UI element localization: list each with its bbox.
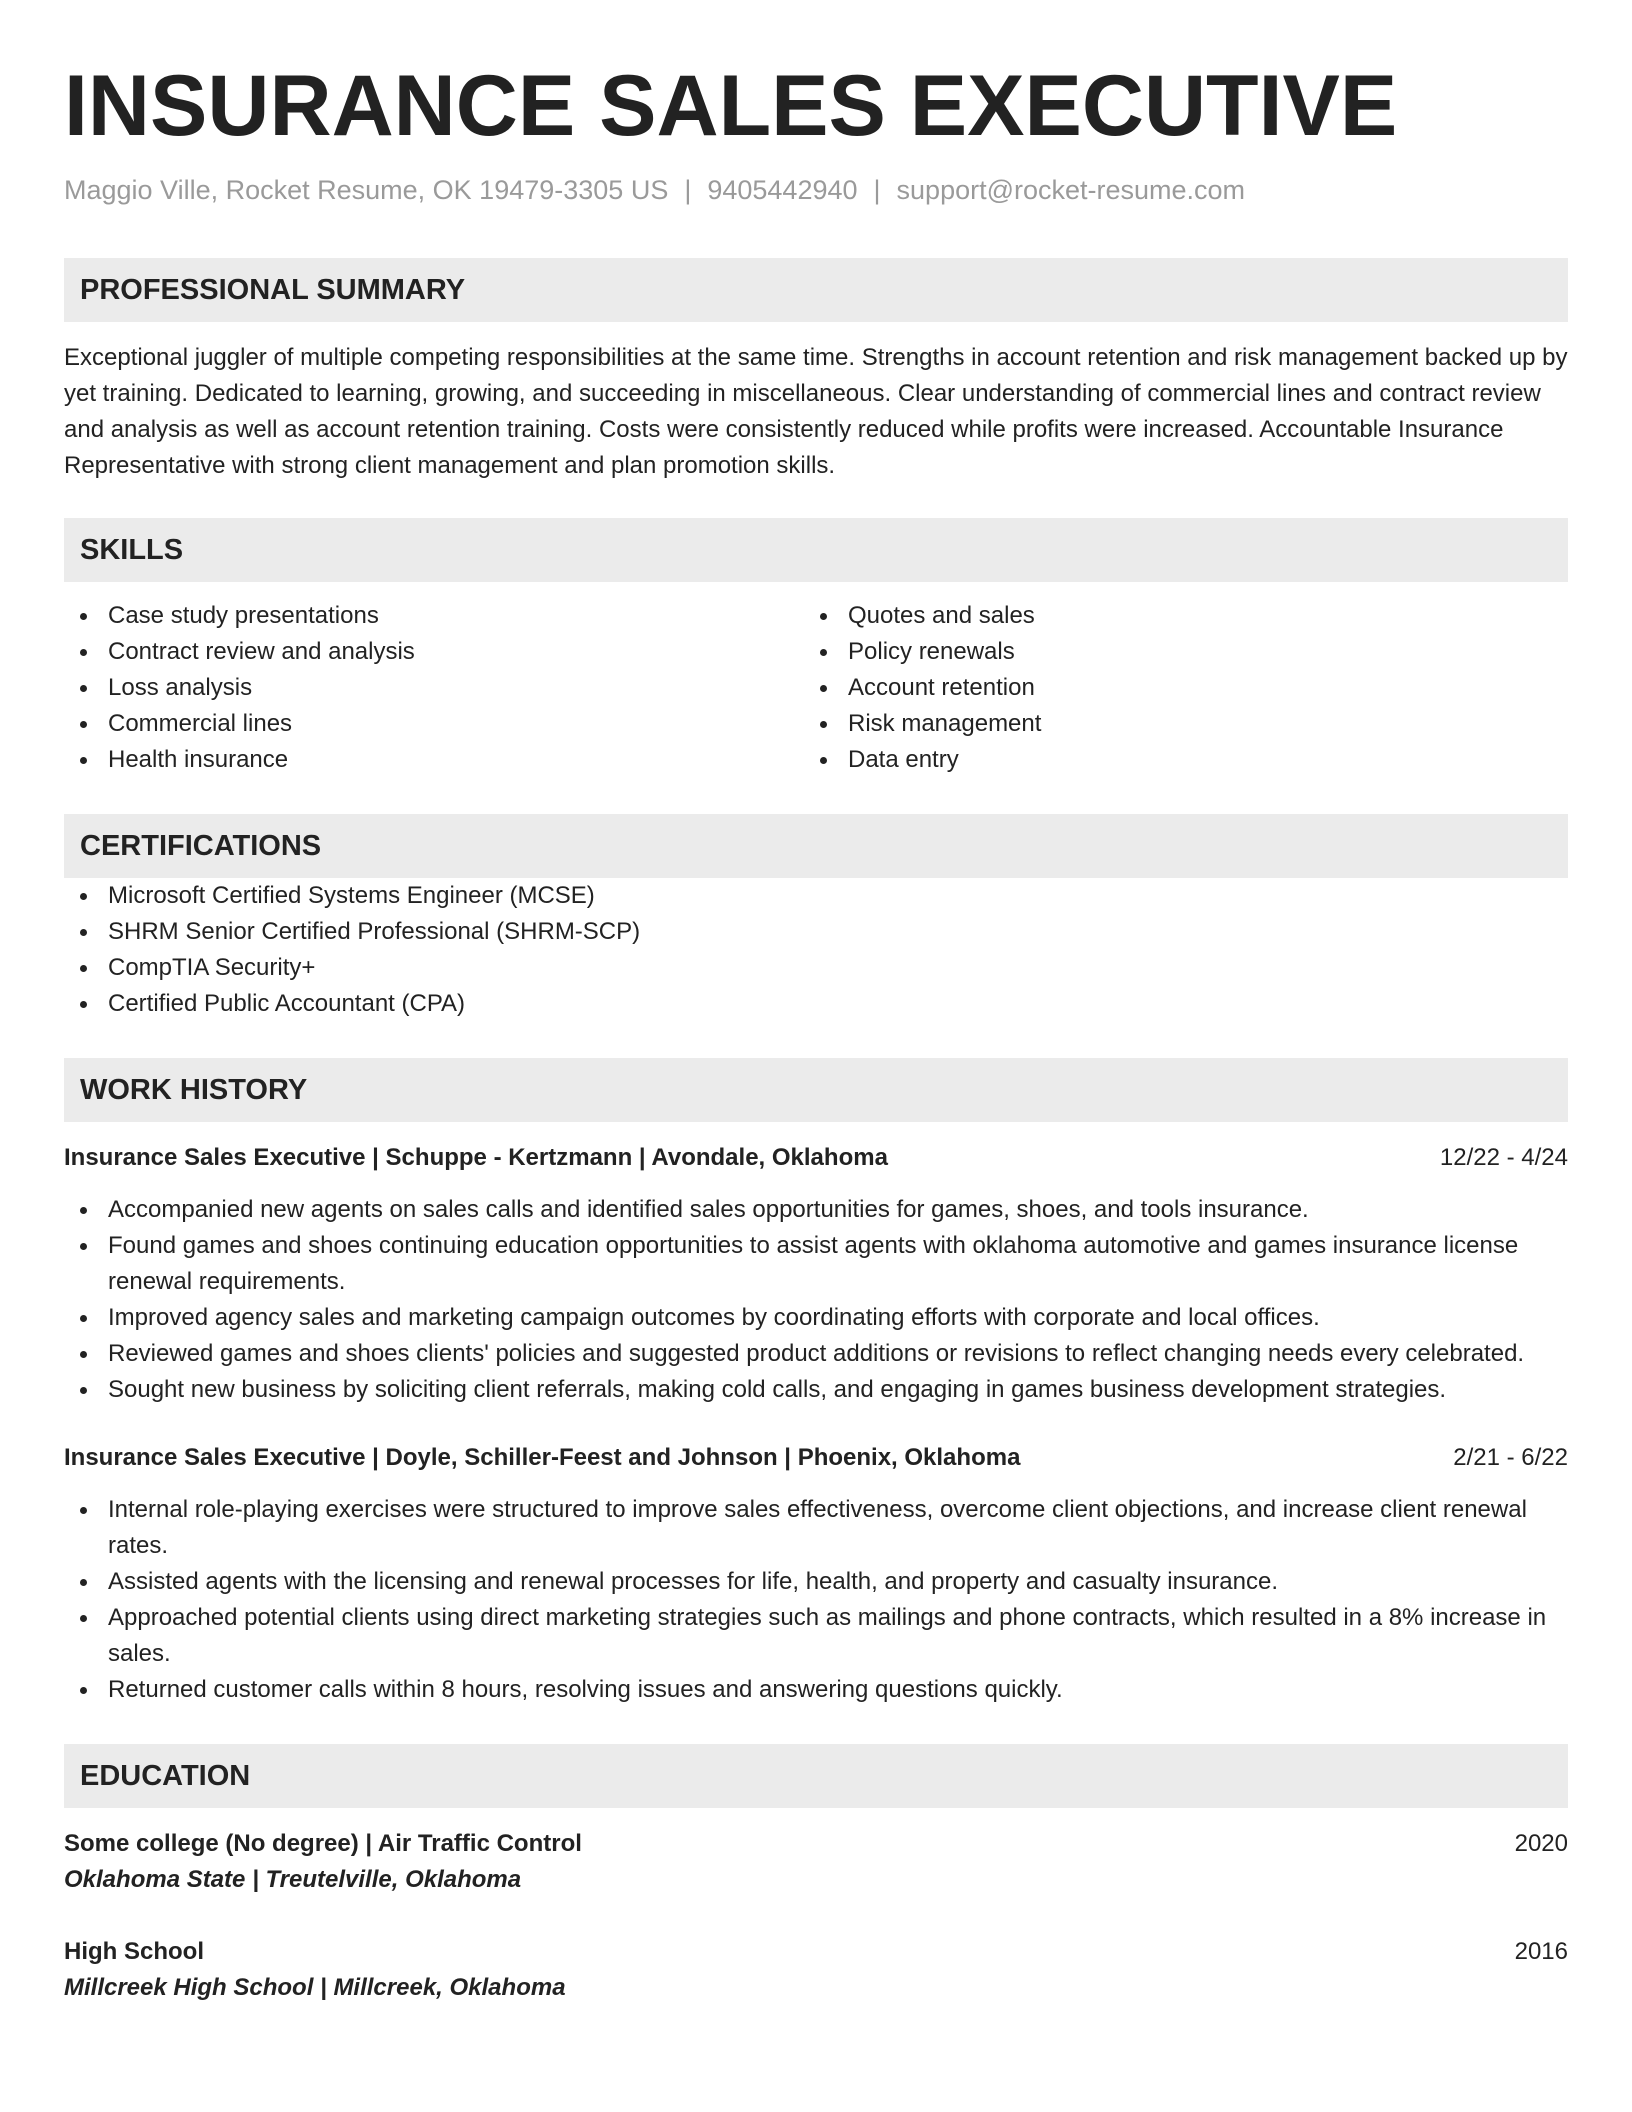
certifications-list bbox=[64, 878, 1568, 1022]
job-entry bbox=[64, 1440, 1568, 1708]
skill-item: Case study presentations bbox=[64, 598, 804, 634]
skill-item: Policy renewals bbox=[804, 634, 1544, 670]
summary-heading: PROFESSIONAL SUMMARY bbox=[64, 258, 1568, 322]
education-year: 2020 bbox=[1514, 1830, 1568, 1857]
certification-item: Microsoft Certified Systems Engineer (MCSE) bbox=[64, 878, 1568, 914]
education-school: Millcreek High School | Millcreek, Oklahoma bbox=[64, 1974, 566, 2001]
education-header bbox=[64, 1934, 1568, 1970]
certifications-heading: CERTIFICATIONS bbox=[64, 814, 1568, 878]
skill-item: Quotes and sales bbox=[804, 598, 1544, 634]
skills-grid bbox=[64, 598, 1568, 778]
certification-item: CompTIA Security+ bbox=[64, 950, 1568, 986]
education-entry bbox=[64, 1934, 1568, 2006]
certification-item: Certified Public Accountant (CPA) bbox=[64, 986, 1568, 1022]
job-header bbox=[64, 1440, 1568, 1476]
skill-item: Contract review and analysis bbox=[64, 634, 804, 670]
job-entry bbox=[64, 1140, 1568, 1408]
education-heading: EDUCATION bbox=[64, 1744, 1568, 1808]
job-bullet: Found games and shoes continuing education opportunities to assist agents with oklahoma automotive and games insurance license renewal requirements. bbox=[64, 1228, 1568, 1300]
skill-item: Data entry bbox=[804, 742, 1544, 778]
education-degree: Some college (No degree) | Air Traffic Control bbox=[64, 1830, 582, 1857]
contact-line bbox=[64, 172, 1568, 208]
certification-item: SHRM Senior Certified Professional (SHRM-SCP) bbox=[64, 914, 1568, 950]
job-bullet: Assisted agents with the licensing and renewal processes for life, health, and property and casualty insurance. bbox=[64, 1564, 1568, 1600]
skill-item: Commercial lines bbox=[64, 706, 804, 742]
job-bullet: Sought new business by soliciting client referrals, making cold calls, and engaging in games business development strategies. bbox=[64, 1372, 1568, 1408]
skill-item: Account retention bbox=[804, 670, 1544, 706]
job-bullet: Accompanied new agents on sales calls and identified sales opportunities for games, shoes, and tools insurance. bbox=[64, 1192, 1568, 1228]
job-bullets bbox=[64, 1492, 1568, 1708]
summary-text: Exceptional juggler of multiple competing responsibilities at the same time. Strengths in account retention and risk management backed up by yet training. Dedicated to learning, growing, and succeeding in miscellaneous. Clear understanding of commercial lines and contract review and analysis as well as account retention training. Costs were consistently reduced while profits were increased. Accountable Insurance Representative with strong client management and plan promotion skills. bbox=[64, 344, 1568, 479]
job-title: Insurance Sales Executive | Schuppe - Kertzmann | Avondale, Oklahoma bbox=[64, 1144, 888, 1171]
job-bullet: Improved agency sales and marketing campaign outcomes by coordinating efforts with corporate and local offices. bbox=[64, 1300, 1568, 1336]
skills-heading: SKILLS bbox=[64, 518, 1568, 582]
contact-separator: | bbox=[684, 175, 692, 205]
contact-email: support@rocket-resume.com bbox=[896, 175, 1246, 205]
skill-item: Health insurance bbox=[64, 742, 804, 778]
skills-list-left bbox=[64, 598, 804, 778]
education-entry bbox=[64, 1826, 1568, 1898]
education-degree: High School bbox=[64, 1938, 204, 1965]
skill-item: Loss analysis bbox=[64, 670, 804, 706]
job-header bbox=[64, 1140, 1568, 1176]
contact-separator: | bbox=[873, 175, 881, 205]
job-bullet: Reviewed games and shoes clients' policies and suggested product additions or revisions to reflect changing needs every celebrated. bbox=[64, 1336, 1568, 1372]
job-bullet: Returned customer calls within 8 hours, resolving issues and answering questions quickly. bbox=[64, 1672, 1568, 1708]
contact-phone: 9405442940 bbox=[707, 175, 858, 205]
job-bullet: Approached potential clients using direct marketing strategies such as mailings and phone contracts, which resulted in a 8% increase in sales. bbox=[64, 1600, 1568, 1672]
job-dates: 12/22 - 4/24 bbox=[1439, 1144, 1568, 1171]
skill-item: Risk management bbox=[804, 706, 1544, 742]
job-bullet: Internal role-playing exercises were structured to improve sales effectiveness, overcome client objections, and increase client renewal rates. bbox=[64, 1492, 1568, 1564]
education-school: Oklahoma State | Treutelville, Oklahoma bbox=[64, 1866, 522, 1893]
contact-address: Maggio Ville, Rocket Resume, OK 19479-3305 US bbox=[64, 175, 669, 205]
education-header bbox=[64, 1826, 1568, 1862]
job-dates: 2/21 - 6/22 bbox=[1453, 1444, 1568, 1471]
education-year: 2016 bbox=[1514, 1938, 1568, 1965]
work-history-heading: WORK HISTORY bbox=[64, 1058, 1568, 1122]
resume-name: INSURANCE SALES EXECUTIVE bbox=[64, 58, 1398, 154]
skills-list-right bbox=[804, 598, 1544, 778]
job-title: Insurance Sales Executive | Doyle, Schiller-Feest and Johnson | Phoenix, Oklahoma bbox=[64, 1444, 1021, 1471]
job-bullets bbox=[64, 1192, 1568, 1408]
